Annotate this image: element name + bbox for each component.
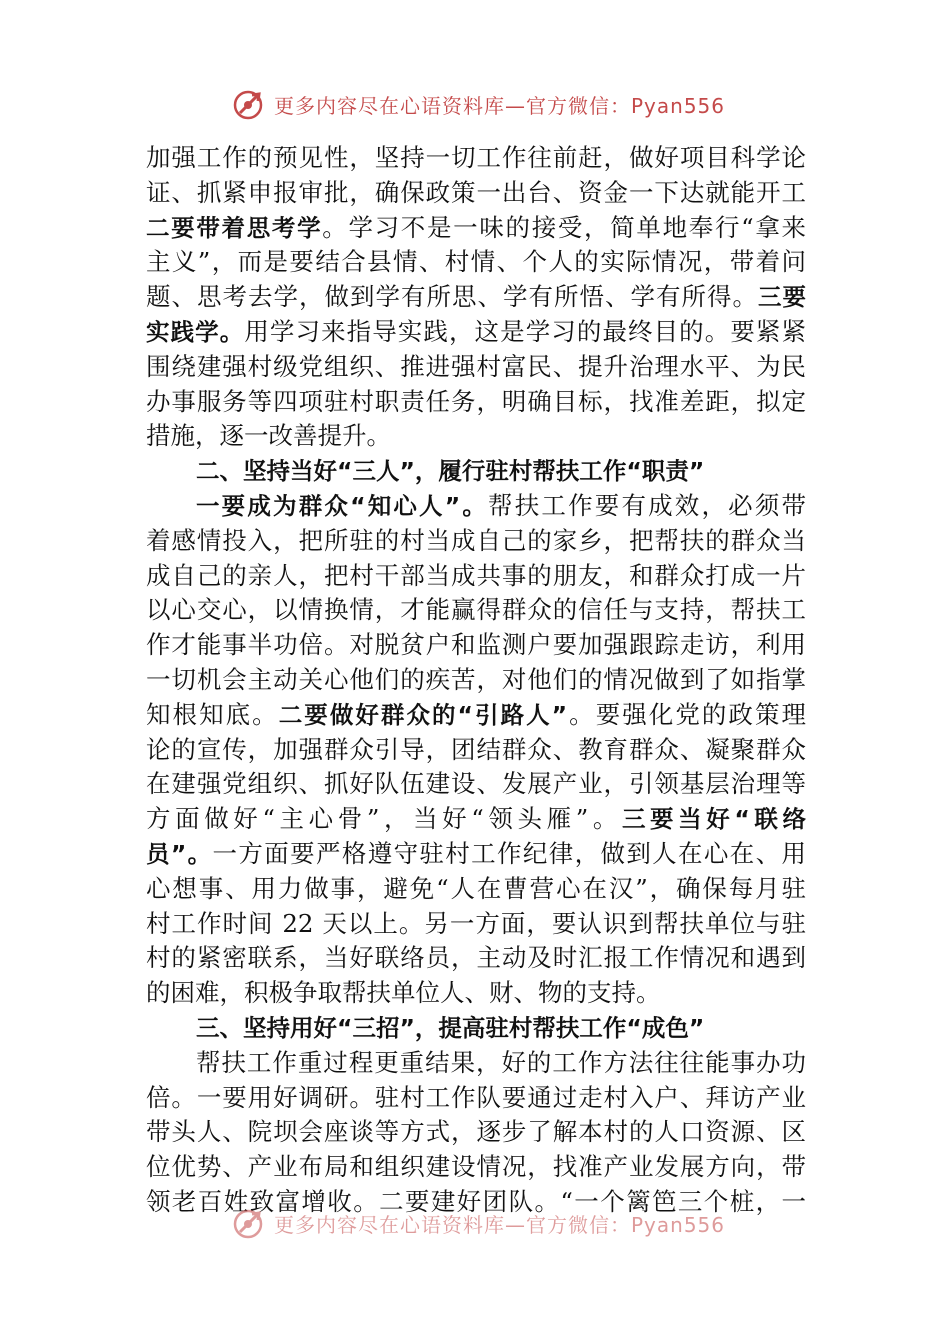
text-line: 以心交心，以情换情，才能赢得群众的信任与支持，帮扶工 (146, 595, 806, 625)
text-line: 主义”，而是要结合县情、村情、个人的实际情况，带着问 (146, 247, 806, 277)
text-line: 一要成为群众“知心人”。帮扶工作要有成效，必须带 (196, 490, 806, 520)
watermark-logo-icon (232, 1206, 266, 1240)
text-line: 位优势、产业布局和组织建设情况，找准产业发展方向，带 (146, 1152, 806, 1182)
text-line: 员”。一方面要严格遵守驻村工作纪律，做到人在心在、用 (146, 838, 806, 868)
text-line: 一切机会主动关心他们的疾苦，对他们的情况做到了如指掌 (146, 664, 806, 694)
text-line: 二要带着思考学。学习不是一味的接受，简单地奉行“拿来 (146, 212, 806, 242)
text-line: 帮扶工作重过程更重结果，好的工作方法往往能事办功 (196, 1047, 806, 1077)
text-line: 着感情投入，把所驻的村当成自己的家乡，把帮扶的群众当 (146, 525, 806, 555)
watermark-bottom (232, 1203, 725, 1243)
section-heading-3: 三、坚持用好“三招”，提高驻村帮扶工作“成色” (196, 1013, 705, 1042)
watermark-text: 更多内容尽在心语资料库—官方微信：Pyan556 (274, 1212, 726, 1237)
text-line: 在建强党组织、抓好队伍建设、发展产业，引领基层治理等 (146, 769, 806, 799)
section-heading-2: 二、坚持当好“三人”，履行驻村帮扶工作“职责” (196, 457, 705, 486)
bold-phrase: 二要做好群众的“引路人” (278, 700, 568, 729)
text-line: 措施，逐一改善提升。 (146, 421, 391, 451)
text-line: 实践学。用学习来指导实践，这是学习的最终目的。要紧紧 (146, 316, 806, 346)
bold-phrase: 实践学。 (146, 317, 245, 346)
bold-phrase: 三要 (758, 283, 806, 312)
text-line: 村的紧密联系，当好联络员，主动及时汇报工作情况和遇到 (146, 943, 806, 973)
text-line: 题、思考去学，做到学有所思、学有所悟、学有所得。三要 (146, 282, 806, 312)
text-line: 村工作时间 22 天以上。另一方面，要认识到帮扶单位与驻 (146, 908, 806, 938)
text-line: 成自己的亲人，把村干部当成共事的朋友，和群众打成一片 (146, 560, 806, 590)
watermark-top (232, 84, 725, 124)
text-line: 办事服务等四项驻村职责任务，明确目标，找准差距，拟定 (146, 386, 806, 416)
watermark-text: 更多内容尽在心语资料库—官方微信：Pyan556 (274, 93, 726, 118)
bold-phrase: 一要成为群众“知心人”。 (196, 491, 489, 520)
document-body (146, 141, 806, 1220)
text-line: 证、抓紧申报审批，确保政策一出台、资金一下达就能开工 (146, 177, 806, 207)
text-line: 带头人、院坝会座谈等方式，逐步了解本村的人口资源、区 (146, 1117, 806, 1147)
text-line: 的困难，积极争取帮扶单位人、财、物的支持。 (146, 978, 661, 1008)
text-line: 知根知底。二要做好群众的“引路人”。要强化党的政策理 (146, 699, 806, 729)
bold-phrase: 二要带着思考学 (146, 213, 323, 242)
text-line: 领老百姓致富增收。二要建好团队。“一个篱笆三个桩，一 (146, 1186, 806, 1216)
bold-phrase: 员”。 (146, 839, 213, 868)
watermark-logo-icon (232, 87, 266, 121)
text-line: 倍。一要用好调研。驻村工作队要通过走村入户、拜访产业 (146, 1082, 806, 1112)
bold-phrase: 三要当好“联络 (621, 805, 806, 834)
text-line: 围绕建强村级党组织、推进强村富民、提升治理水平、为民 (146, 351, 806, 381)
text-line: 作才能事半功倍。对脱贫户和监测户要加强跟踪走访，利用 (146, 630, 806, 660)
text-line: 心想事、用力做事，避免“人在曹营心在汉”，确保每月驻 (146, 873, 806, 903)
text-line: 加强工作的预见性，坚持一切工作往前赶，做好项目科学论 (146, 143, 806, 172)
text-line: 论的宣传，加强群众引导，团结群众、教育群众、凝聚群众 (146, 734, 806, 764)
text-line: 方面做好“主心骨”，当好“领头雁”。三要当好“联络 (146, 804, 806, 834)
